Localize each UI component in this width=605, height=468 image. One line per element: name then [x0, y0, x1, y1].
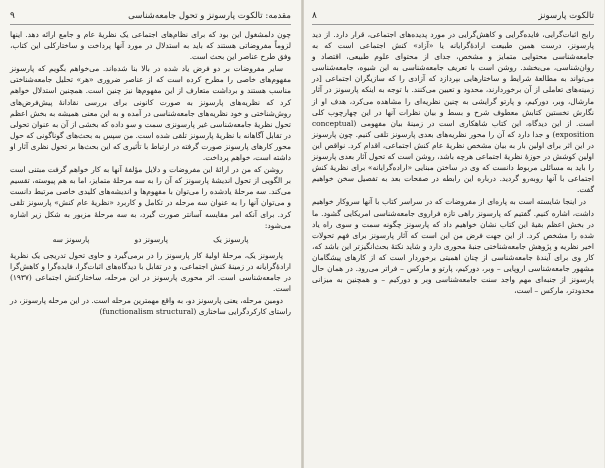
paragraph: در اینجا شایسته است به پاره‌ای از مفروضات که در سراسر کتاب با آنها سروکار خواهیم داشت، اشاره کنیم. گفتیم که پارسونز راهی تازه فراروی جامعه‌شناسی امریکایی گشود. ما در بخش اعظم بقیهٔ این کتاب نشان خواهیم داد که پارسونز چگونه سمت و سوی راه یاد شده را مشخص کرد. از این جهت فرض من این است که آثار پارسونز برای فهم تحولات اخیر نظریه و پژوهش جامعه‌شناختی جنبهٔ محوری دارد و شاید نکتهٔ بحث‌انگیزتر این باشد که، کار وی برای آیندهٔ جامعه‌شناسی از چنان اهمیتی برخوردار است که از کارهای پیشگامان مشهور جامعه‌شناسی اروپایی – وبر، دورکیم، پارتو و مارکس – فراتر می‌رود. در همان حال پارسونز از جنبه‌ای مهم واجد سنت جامعه‌شناسی وبر و دورکیم – و همچنین به میزانی محدودتر، مارکس – است،	[312, 197, 594, 296]
left-page-header	[10, 10, 291, 25]
left-page-body	[10, 29, 291, 317]
stage-label: پارسونز یک	[213, 234, 249, 244]
right-page	[302, 0, 604, 468]
book-spine	[301, 0, 304, 468]
stage-label: پارسونز سه	[52, 234, 90, 244]
paragraph: چون دلمشغول این بود که برای نظام‌های اجتماعی یک نظریهٔ عام و جامع ارائه دهد. اینها لزوماً مفروضاتی هستند که باید به استدلال در مورد آنها پرداخت و ساختارکلی این کتاب، وفق طرح عناصر این بحث است.	[10, 30, 291, 62]
paragraph: سایر مفروضات بر دو فرض یاد شده در بالا بنا شده‌اند. می‌خواهم بگویم که پارسونز مفهوم‌های خاصی را مطرح کرده است که از عناصر ضروری «هر» تحلیل جامعه‌شناختی مناسب هستند و برداشت متعارف از این مفهوم‌ها نیز چنین است. همچنین استدلال خواهم کرد که نظریه‌های پارسونز به صورت کانونی برای بررسی نقادانهٔ پیش‌فرض‌های روش‌شناختی و خود نظریه‌های جامعه‌شناسی در آمده و به این معنی همیشه به بخش اعظم تحول نظریهٔ جامعه‌شناسی غیر پارسونزی سمت و سو داده که بخشی از آن به عنوان تحولی در تقابل آگاهانه با نظریهٔ پارسونز تلقی شده است. من سپس به بحث‌های گوناگونی که حول محور کارهای پارسونز صورت گرفته در ارتباط با تأثیری که این بحث‌ها بر تحول نظری آثار او داشته است، خواهم پرداخت.	[10, 64, 291, 163]
paragraph: پارسونز یک، مرحلهٔ اولیهٔ کار پارسونز را در برمی‌گیرد و حاوی تحول تدریجی یک نظریهٔ ارادهٔ‌گرایانه در زمینهٔ کنش اجتماعی، و در تقابل با دیدگاه‌های اثبات‌گرا، فایده‌گرا و کاهش‌گرا در جامعه‌شناسی است. اثر محوری پارسونز در این مرحله، ساختارکنش اجتماعی (۱۹۳۷) است.	[10, 250, 291, 294]
paragraph: رابج اثبات‌گرایی، فایده‌گرایی و کاهش‌گرایی در مورد پدیده‌های اجتماعی، قرار دارد. از دید پارسونز، درست همین طبیعت ارادهٔ‌گرایانه یا «آزاد» کنش اجتماعی است که به جامعه‌شناسی محتوایی متمایز و مشخص، جدای از محتوای علوم طبیعی، اقتصاد و روان‌شناسی، می‌بخشد. روشن است با تعریف جامعه‌شناسی به این شیوه، جامعه‌شناسی می‌تواند به مطالعهٔ شرایط و ساختارهایی بپردازد که آزادی را که سازیگران اجتماعی [در زمینه‌های تعاملی از آن برخوردارند، محدود و تعیین می‌کنند. با توجه به اینکه پارسونز در آثار مارشال، وبر، دورکیم، و پارتو گرایشی به چنین نظریه‌ای را مشاهده می‌کرد، هدف او از نگارش نخستین کتابش معطوف شرح و بسط و بیان نظرات آنها در این چهارچوب کلی است. از این دیدگاه، این کتاب شاهکاری است در زمینهٔ بیان مفهومی (conceptual exposition) و جدا دارد که آن را محور نظریه‌های بعدی پارسونز تلقی کنیم. چون پارسونز در این اثر برای اولین بار به بیان مشخص نظریهٔ عام کنش اجتماعی، اقدام کرد. نواقص این اولین کوشش در حوزهٔ نظریهٔ اجتماعی هرچه باشد، روشن است که تحول آثار بعدی پارسونز را باید به مسائلی مربوط دانست که وی در ساختن مبنایی «اراده‌گرایانه» برای نظریهٔ کنش اجتماعی با آنها روبه‌رو گردید. درباره این رابطه در صفحات بعد به تفصیل سخن خواهیم گفت.	[312, 30, 594, 195]
stages-list	[30, 234, 271, 245]
right-page-header	[312, 10, 594, 25]
paragraph: روشن که من در ارائهٔ این مفروضات و دلایل مؤلفهٔ آنها به کار خواهم گرفت مبتنی است بر الگویی از تحول اندیشهٔ پارسونز که آن را به سه مرحلهٔ متمایز، اما به هم پیوسته، تقسیم می‌کند. سه مرحلهٔ یادشده را می‌توان با مفهوم‌ها و اندیشه‌های کلیدی خاصی مرتبط دانست و می‌توان آنها را به عنوان سه مرحله در تکامل و کاربرد «نظریهٔ عام کنش» پارسونز تلقی کرد. برای آنکه امر مقایسه آسانتر صورت گیرد، به سه مرحلهٔ مزبور به شکل زیر اشاره می‌شود:	[10, 165, 291, 230]
left-page	[0, 0, 302, 468]
right-page-number: ۸	[312, 11, 317, 21]
paragraph: دومین مرحله، یعنی پارسونز دو، به واقع مهمترین مرحله است. در این مرحله پارسونز، در راستای کارکردگرایی ساختاری (functionalism structural)	[10, 296, 291, 317]
left-running-head: مقدمه: تالکوت پارسونز و تحول جامعه‌شناسی	[128, 11, 291, 21]
left-page-number: ۹	[10, 11, 15, 21]
right-running-head: تالکوت پارسونز	[538, 11, 594, 21]
right-page-body	[312, 29, 594, 296]
stage-label: پارسونز دو	[134, 234, 168, 244]
